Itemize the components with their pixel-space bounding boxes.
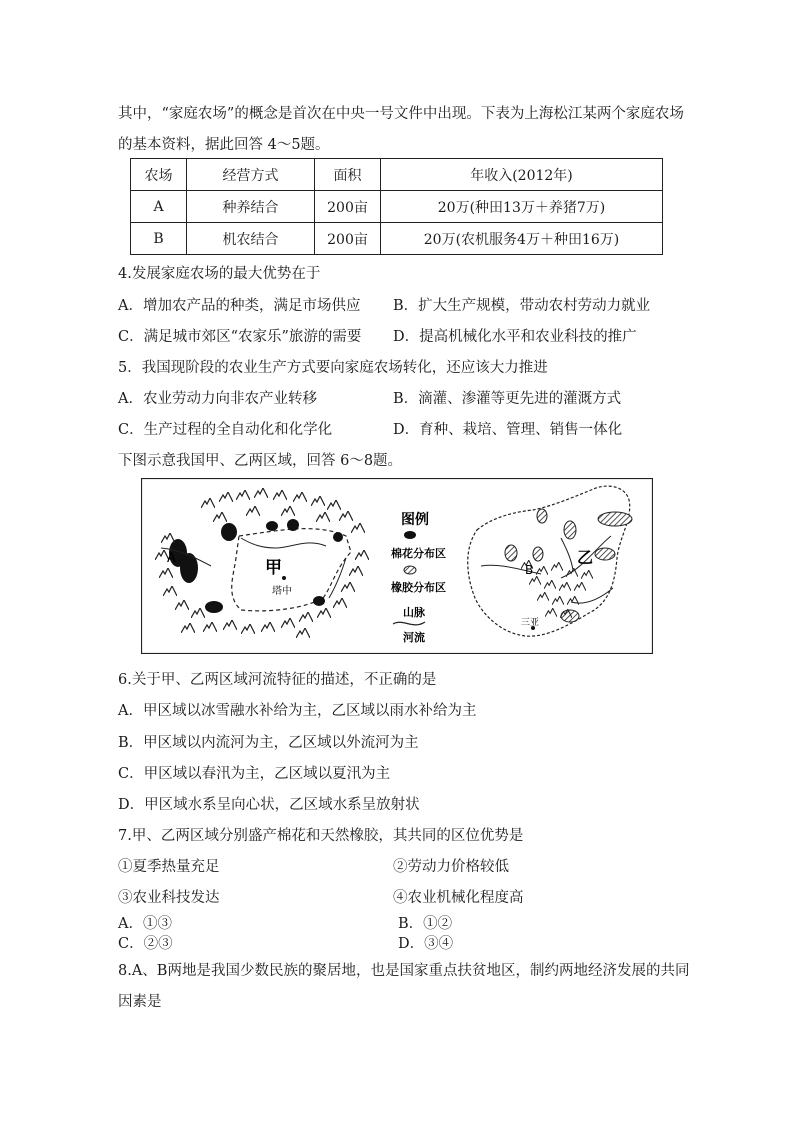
point-b-label: B — [525, 563, 534, 577]
table-header-cell: 面积 — [315, 159, 381, 191]
cotton-area — [287, 519, 299, 531]
cotton-area — [313, 596, 325, 606]
legend-cotton-label: 棉花分布区 — [391, 547, 446, 560]
q4-option-a: A．增加农产品的种类，满足市场供应 — [118, 298, 361, 314]
cotton-area — [333, 532, 343, 542]
q7-option-c: C．②③ — [118, 936, 173, 952]
table-header-cell: 经营方式 — [187, 159, 315, 191]
tazhong-label: 塔中 — [272, 586, 292, 597]
table-header-cell: 农场 — [131, 159, 187, 191]
cotton-area — [266, 521, 278, 531]
q7-statement-3: ③农业科技发达 — [118, 890, 220, 906]
map-intro: 下图示意我国甲、乙两区域，回答 6～8题。 — [118, 453, 403, 469]
rubber-area — [595, 548, 615, 560]
table-cell: B — [131, 223, 187, 255]
q7-option-d: D．③④ — [398, 936, 454, 952]
legend-cotton-swatch — [404, 531, 416, 539]
cotton-area — [205, 601, 223, 613]
table-cell: 200亩 — [315, 223, 381, 255]
region-yi-label: 乙 — [577, 548, 594, 567]
q6-stem: 6.关于甲、乙两区域河流特征的描述，不正确的是 — [118, 672, 437, 688]
table-cell: 机农结合 — [187, 223, 315, 255]
q4-stem: 4.发展家庭农场的最大优势在于 — [118, 266, 321, 282]
rubber-area — [533, 547, 543, 561]
region-map — [141, 478, 653, 654]
table-cell: 200亩 — [315, 191, 381, 223]
rubber-area — [564, 521, 576, 539]
map-frame — [142, 479, 653, 654]
q7-stem: 7.甲、乙两区域分别盛产棉花和天然橡胶，其共同的区位优势是 — [118, 828, 524, 844]
intro-line-2: 的基本资料，据此回答 4～5题。 — [118, 137, 330, 153]
region-jia-label: 甲 — [265, 558, 282, 578]
q8-line-1: 8.A、B两地是我国少数民族的聚居地，也是国家重点扶贫地区，制约两地经济发展的共同 — [118, 963, 690, 979]
table-header-row — [131, 159, 663, 191]
q7-option-b: B．①② — [398, 916, 453, 932]
q4-option-d: D．提高机械化水平和农业科技的推广 — [393, 329, 637, 345]
q7-statement-1: ①夏季热量充足 — [118, 859, 220, 875]
cotton-area — [221, 523, 237, 541]
table-cell: 种养结合 — [187, 191, 315, 223]
q6-option-b: B．甲区域以内流河为主，乙区域以外流河为主 — [118, 735, 419, 751]
q8-line-2: 因素是 — [118, 994, 162, 1010]
q7-option-a: A．①③ — [118, 916, 172, 932]
q6-option-c: C．甲区域以春汛为主，乙区域以夏汛为主 — [118, 766, 391, 782]
q6-option-a: A．甲区域以冰雪融水补给为主，乙区域以雨水补给为主 — [118, 703, 477, 719]
legend-rubber-swatch — [404, 566, 416, 574]
rubber-area — [598, 512, 632, 526]
table-cell: 20万(农机服务4万＋种田16万) — [381, 223, 663, 255]
table-cell: 20万(种田13万＋养猪7万) — [381, 191, 663, 223]
q7-statement-4: ④农业机械化程度高 — [393, 890, 524, 906]
q5-option-d: D．育种、栽培、管理、销售一体化 — [393, 422, 623, 438]
legend-rubber-label: 橡胶分布区 — [391, 581, 446, 594]
point-a-label: A — [167, 551, 176, 566]
intro-line-1: 其中，“家庭农场”的概念是首次在中央一号文件中出现。下表为上海松江某两个家庭农场 — [118, 106, 684, 122]
legend-title: 图例 — [401, 512, 429, 528]
table-cell: A — [131, 191, 187, 223]
legend-mountain-label: 山脉 — [403, 606, 425, 619]
q5-stem: 5．我国现阶段的农业生产方式要向家庭农场转化，还应该大力推进 — [118, 360, 548, 376]
rubber-area — [505, 545, 517, 561]
q4-option-c: C．满足城市郊区“农家乐”旅游的需要 — [118, 329, 362, 345]
rubber-area — [537, 509, 547, 523]
q4-option-b: B．扩大生产规模，带动农村劳动力就业 — [393, 298, 651, 314]
q6-option-d: D．甲区域水系呈向心状，乙区域水系呈放射状 — [118, 797, 420, 813]
q5-option-c: C．生产过程的全自动化和化学化 — [118, 422, 333, 438]
farm-table — [130, 158, 663, 255]
sanya-label: 三亚 — [521, 618, 540, 628]
table-row — [131, 223, 663, 255]
q5-option-a: A．农业劳动力向非农产业转移 — [118, 391, 317, 407]
table-header-cell: 年收入(2012年) — [381, 159, 663, 191]
table-row — [131, 191, 663, 223]
q5-option-b: B．滴灌、渗灌等更先进的灌溉方式 — [393, 391, 622, 407]
q7-statement-2: ②劳动力价格较低 — [393, 859, 509, 875]
legend-river-label: 河流 — [403, 631, 425, 644]
